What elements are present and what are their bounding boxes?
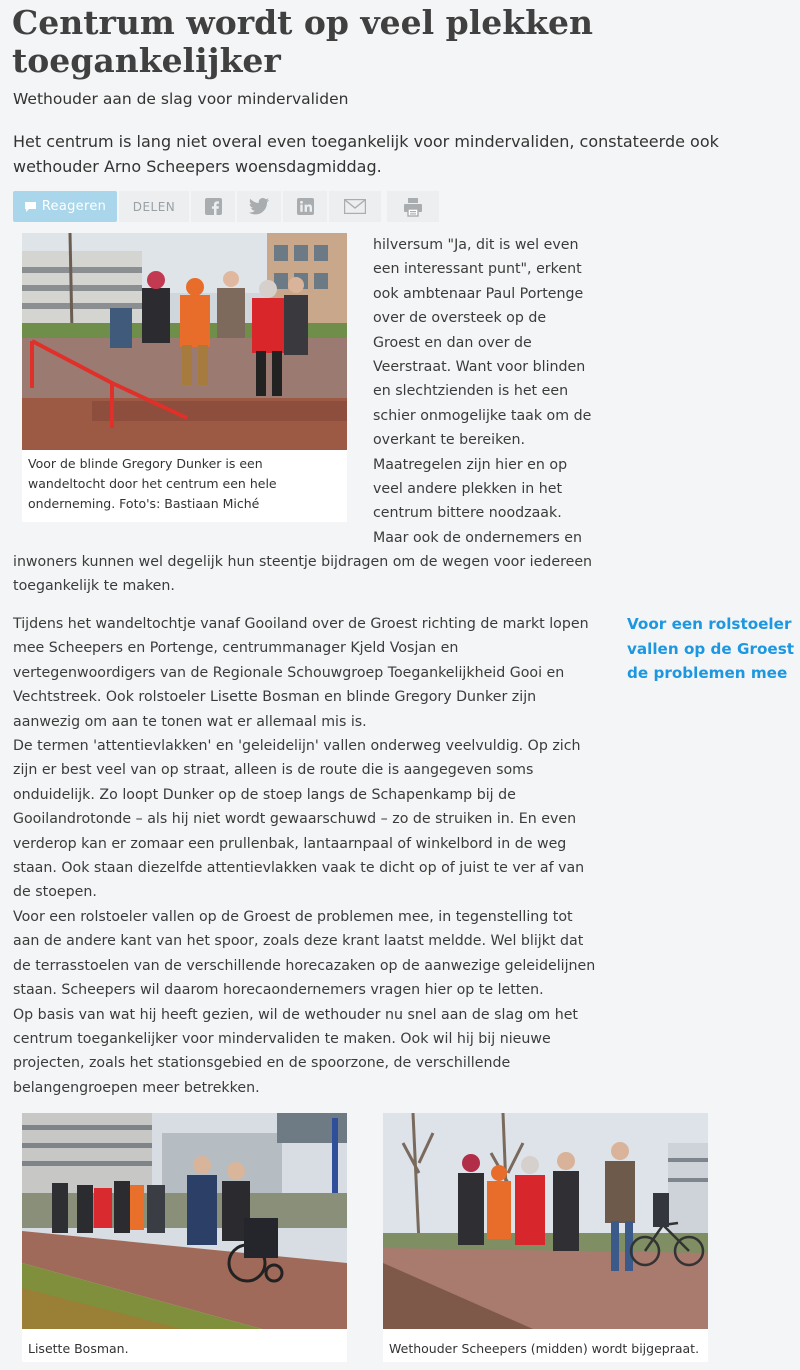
article-body-wrapped	[373, 233, 595, 550]
print-button[interactable]	[387, 191, 439, 222]
body-line: en slechtzienden is het een	[373, 383, 569, 400]
react-button-label: Reageren	[41, 199, 107, 214]
share-bar	[13, 191, 439, 222]
body-line: Veerstraat. Want voor blinden	[373, 359, 586, 376]
body-line: Groest en dan over de	[373, 334, 532, 351]
body-line: overkant te bereiken.	[373, 432, 526, 449]
twitter-icon	[249, 198, 269, 215]
body-line: veel andere plekken in het	[373, 481, 563, 498]
bottom-photo-figure-2	[383, 1113, 708, 1362]
linkedin-icon	[297, 198, 314, 215]
article-intro: Het centrum is lang niet overal even toegankelijk voor mindervaliden, constateerde ook wethouder Arno Scheepers woensdagmiddag.	[13, 132, 719, 176]
body-line: schier onmogelijke taak om de	[373, 407, 592, 424]
body-line: ook ambtenaar Paul Portenge	[373, 285, 584, 302]
article-title: Centrum wordt op veel plekken toegankelijker	[12, 3, 593, 80]
body-paragraph-2: Tijdens het wandeltochtje vanaf Gooiland over de Groest richting de markt lopen mee Scheepers en Portenge, centrummanager Kjeld Vosjan en vertegenwoordigers van de Regionale Schouwgroep Toegankelijkheid Gooi en Vechtstreek. Ook rolstoeler Lisette Bosman en blinde Gregory Dunker zijn aanwezig om aan te tonen wat er allemaal mis is.	[13, 616, 589, 730]
top-photo	[22, 233, 347, 450]
body-line: een interessant punt", erkent	[373, 261, 582, 278]
body-line: hilversum "Ja, dit is wel even	[373, 237, 579, 253]
react-button[interactable]	[13, 191, 117, 222]
top-photo-caption: Voor de blinde Gregory Dunker is een wandeltocht door het centrum een hele onderneming. Foto's: Bastiaan Miché	[28, 456, 277, 511]
twitter-share-button[interactable]	[237, 191, 281, 222]
mail-share-button[interactable]	[329, 191, 381, 222]
body-paragraph-5: Op basis van wat hij heeft gezien, wil de wethouder nu snel aan de slag om het centrum toegankelijker voor mindervaliden te maken. Ook wil hij bij nieuwe projecten, zoals het stationsgebied en de spoorzone, de verschillende belangengroepen meer betrekken.	[13, 1006, 578, 1096]
body-line: over de oversteek op de	[373, 310, 547, 327]
share-label: DELEN	[119, 191, 189, 222]
facebook-icon	[205, 198, 222, 215]
pull-quote: Voor een rolstoeler vallen op de Groest de problemen mee	[627, 615, 795, 682]
body-paragraph-3: De termen 'attentievlakken' en 'geleidelijn' vallen onderweg veelvuldig. Op zich zijn er best veel van op straat, alleen is de route die is aangegeven soms onduidelijk. Zo loopt Dunker op de stoep langs de Schapenkamp bij de Gooilandrotonde – als hij niet wordt gewaarschuwd – zo de struiken in. En even verderop kan er zomaar een prullenbak, lantaarnpaal of winkelbord in de weg staan. Ook staan diezelfde attentievlakken vaak te dicht op of juist te ver af van de stoepen.	[13, 738, 585, 901]
facebook-share-button[interactable]	[191, 191, 235, 222]
bottom-photo-1	[22, 1113, 347, 1329]
bottom-photo-2	[383, 1113, 708, 1329]
body-line: centrum bittere noodzaak.	[373, 505, 562, 522]
mail-icon	[344, 199, 366, 214]
comment-icon	[24, 201, 37, 213]
bottom-photo-1-caption: Lisette Bosman.	[28, 1341, 129, 1356]
body-paragraph-1-end: inwoners kunnen wel degelijk hun steentje bijdragen om de wegen voor iedereen toegankelijk te maken.	[13, 554, 593, 595]
linkedin-share-button[interactable]	[283, 191, 327, 222]
body-paragraph-4: Voor een rolstoeler vallen op de Groest de problemen mee, in tegenstelling tot aan de andere kant van het spoor, zoals deze krant laatst meldde. Wel blijkt dat de terrasstoelen van de verschillende horecazaken op de aanwezige geleidelijnen staan. Scheepers wil daarom horecaondernemers vragen hier op te letten.	[13, 908, 596, 999]
article-subtitle: Wethouder aan de slag voor mindervaliden	[13, 90, 349, 108]
article-body	[13, 612, 603, 1100]
print-icon	[403, 197, 423, 217]
bottom-photo-figure-1	[22, 1113, 347, 1362]
bottom-photo-2-caption: Wethouder Scheepers (midden) wordt bijgepraat.	[389, 1341, 700, 1356]
body-line: Maatregelen zijn hier en op	[373, 456, 568, 473]
body-line: Maar ook de ondernemers en	[373, 529, 583, 546]
top-photo-figure	[22, 233, 347, 522]
